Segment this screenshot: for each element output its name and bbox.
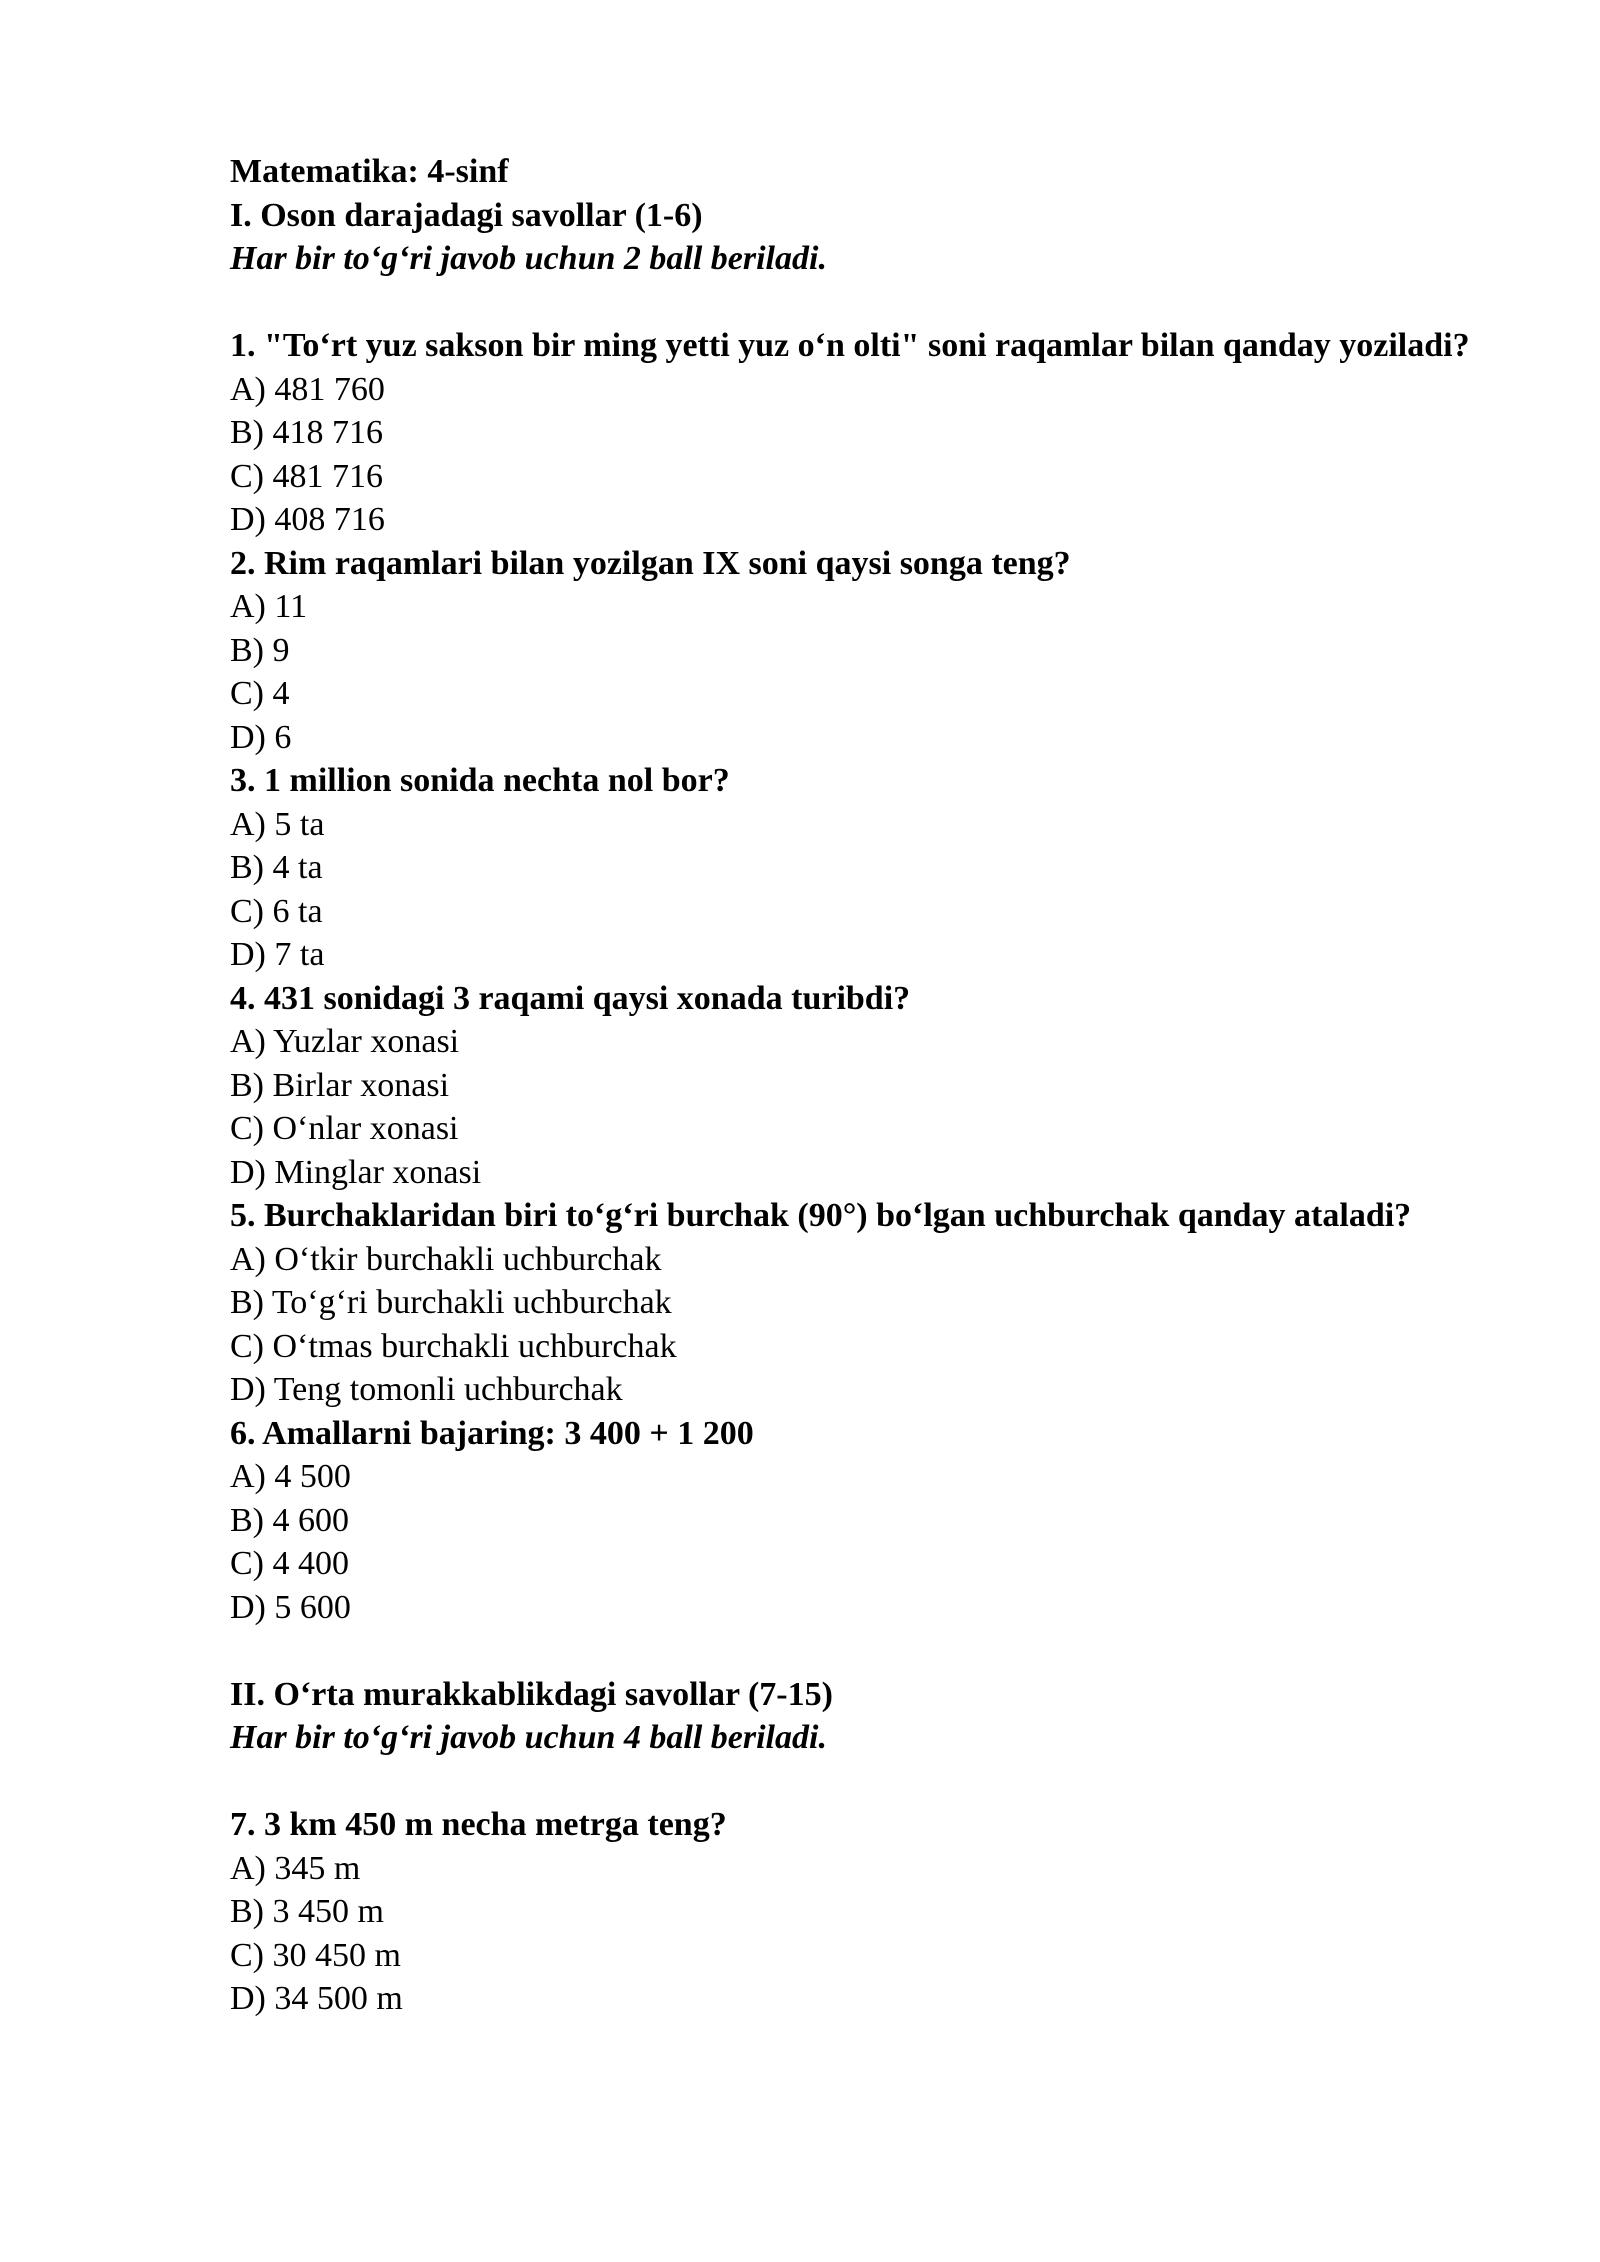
- document-page: [230, 150, 1470, 2021]
- question-text: 2. Rim raqamlari bilan yozilgan IX soni qaysi songa teng?: [230, 544, 1071, 582]
- answer-option: A) O‘tkir burchakli uchburchak: [230, 1240, 662, 1278]
- answer-option: B) 418 716: [230, 414, 383, 451]
- spacer: [230, 281, 1470, 325]
- question-text: 6. Amallarni bajaring: 3 400 + 1 200: [230, 1414, 754, 1452]
- question-block: [230, 1803, 1470, 2021]
- answer-option: C) 6 ta: [230, 892, 323, 930]
- answer-option: A) 481 760: [230, 370, 385, 408]
- question-text: 7. 3 km 450 m necha metrga teng?: [230, 1806, 727, 1843]
- section-heading: I. Oson darajadagi savollar (1-6): [230, 196, 703, 234]
- question-block: [230, 1194, 1470, 1412]
- answer-option: B) 9: [230, 631, 290, 669]
- question-block: [230, 759, 1470, 977]
- answer-option: B) Birlar xonasi: [230, 1066, 450, 1104]
- answer-option: D) Minglar xonasi: [230, 1153, 482, 1191]
- answer-option: D) 7 ta: [230, 936, 325, 973]
- answer-option: C) 481 716: [230, 457, 383, 495]
- answer-option: D) 408 716: [230, 501, 385, 538]
- document-title: Matematika: 4-sinf: [230, 153, 509, 190]
- question-text: 5. Burchaklaridan biri to‘g‘ri burchak (90°) bo‘lgan uchburchak qanday ataladi?: [230, 1197, 1412, 1234]
- question-text: 4. 431 sonidagi 3 raqami qaysi xonada turibdi?: [230, 979, 911, 1017]
- section-heading: II. O‘rta murakkablikdagi savollar (7-15): [230, 1675, 833, 1713]
- answer-option: A) Yuzlar xonasi: [230, 1023, 460, 1060]
- answer-option: C) O‘nlar xonasi: [230, 1110, 459, 1147]
- answer-option: C) 4: [230, 675, 290, 712]
- answer-option: B) 4 ta: [230, 849, 323, 886]
- answer-option: A) 11: [230, 588, 308, 625]
- question-block: [230, 324, 1470, 542]
- answer-option: B) 4 600: [230, 1501, 349, 1539]
- section-note: Har bir to‘g‘ri javob uchun 2 ball beriladi.: [230, 240, 827, 277]
- question-block: [230, 1412, 1470, 1630]
- answer-option: A) 345 m: [230, 1849, 361, 1887]
- question-text: 3. 1 million sonida nechta nol bor?: [230, 762, 730, 799]
- answer-option: C) 4 400: [230, 1545, 349, 1582]
- answer-option: C) O‘tmas burchakli uchburchak: [230, 1327, 677, 1365]
- spacer: [230, 1629, 1470, 1673]
- answer-option: A) 4 500: [230, 1458, 351, 1495]
- question-block: [230, 977, 1470, 1195]
- answer-option: C) 30 450 m: [230, 1936, 401, 1974]
- answer-option: A) 5 ta: [230, 805, 325, 843]
- answer-option: D) 6: [230, 718, 292, 756]
- answer-option: D) Teng tomonli uchburchak: [230, 1371, 623, 1408]
- section-note: Har bir to‘g‘ri javob uchun 4 ball beriladi.: [230, 1719, 827, 1756]
- spacer: [230, 1760, 1470, 1804]
- answer-option: B) 3 450 m: [230, 1893, 384, 1930]
- question-block: [230, 542, 1470, 760]
- answer-option: B) To‘g‘ri burchakli uchburchak: [230, 1284, 672, 1321]
- answer-option: D) 34 500 m: [230, 1980, 403, 2017]
- answer-option: D) 5 600: [230, 1588, 351, 1626]
- question-text: 1. "To‘rt yuz sakson bir ming yetti yuz o‘n olti" soni raqamlar bilan qanday yoziladi?: [230, 327, 1470, 364]
